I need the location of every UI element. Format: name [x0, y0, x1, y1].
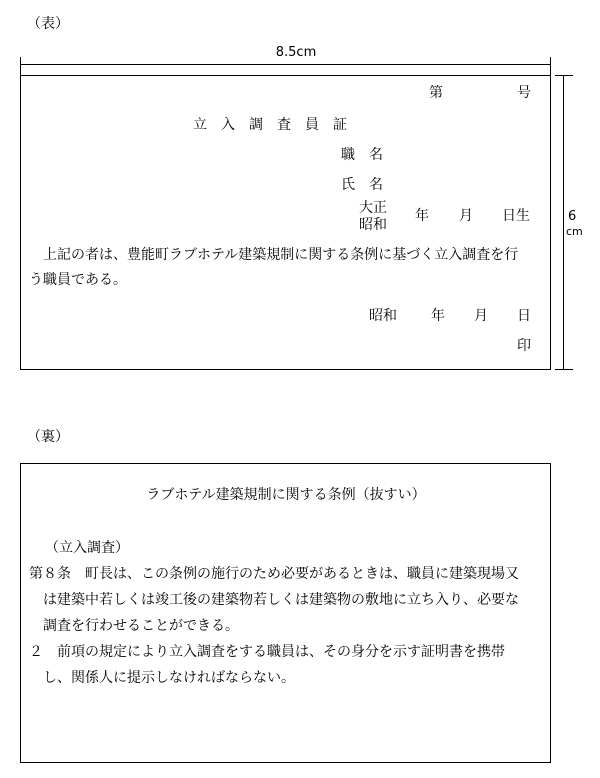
front-card [20, 75, 551, 370]
card-number-prefix: 第 [429, 85, 443, 101]
width-dimension-tick-left [20, 57, 21, 75]
article-8-line-3: 調査を行わせることができる。 [43, 618, 239, 634]
section-heading: （立入調査） [45, 540, 129, 556]
era-taisho: 大正 [359, 200, 387, 216]
seal-label: 印 [517, 338, 531, 354]
width-dimension-line [20, 64, 551, 65]
dob-year-label: 年 [415, 208, 429, 224]
paragraph-2-line-2: し、関係人に提示しなければならない。 [43, 670, 295, 686]
dob-month-label: 月 [459, 208, 473, 224]
name-label: 氏 名 [341, 177, 383, 193]
height-dimension-tick-top [555, 75, 573, 76]
back-side-label: （裏） [27, 429, 69, 445]
position-label: 職 名 [341, 147, 383, 163]
issue-day-label: 日 [517, 308, 531, 324]
issue-month-label: 月 [474, 308, 488, 324]
body-text-line-1: 上記の者は、豊能町ラブホテル建築規制に関する条例に基づく立入調査を行 [43, 247, 519, 263]
height-dimension-tick-bottom [555, 369, 573, 370]
issue-year-label: 年 [431, 308, 445, 324]
height-dimension-line [563, 75, 564, 370]
body-text-line-2: う職員である。 [29, 272, 127, 288]
front-side-label: （表） [27, 16, 69, 32]
width-dimension-label: 8.5cm [275, 45, 317, 60]
height-dimension-number: 6 [568, 209, 577, 224]
article-8-line-2: は建築中若しくは竣工後の建築物若しくは建築物の敷地に立ち入り、必要な [43, 592, 519, 608]
height-dimension-unit: cm [566, 225, 583, 238]
card-title: 立 入 調 査 員 証 [193, 117, 347, 133]
width-dimension-tick-right [550, 57, 551, 75]
paragraph-2-line-1: ２ 前項の規定により立入調査をする職員は、その身分を示す証明書を携帯 [29, 644, 505, 660]
back-title: ラブホテル建築規制に関する条例（抜すい） [146, 487, 426, 503]
card-number-suffix: 号 [517, 85, 531, 101]
issue-era: 昭和 [369, 308, 397, 324]
dob-day-label: 日生 [502, 208, 530, 224]
era-showa: 昭和 [359, 217, 387, 233]
article-8-line-1: 第８条 町長は、この条例の施行のため必要があるときは、職員に建築現場又 [29, 566, 519, 582]
back-card [20, 463, 551, 763]
